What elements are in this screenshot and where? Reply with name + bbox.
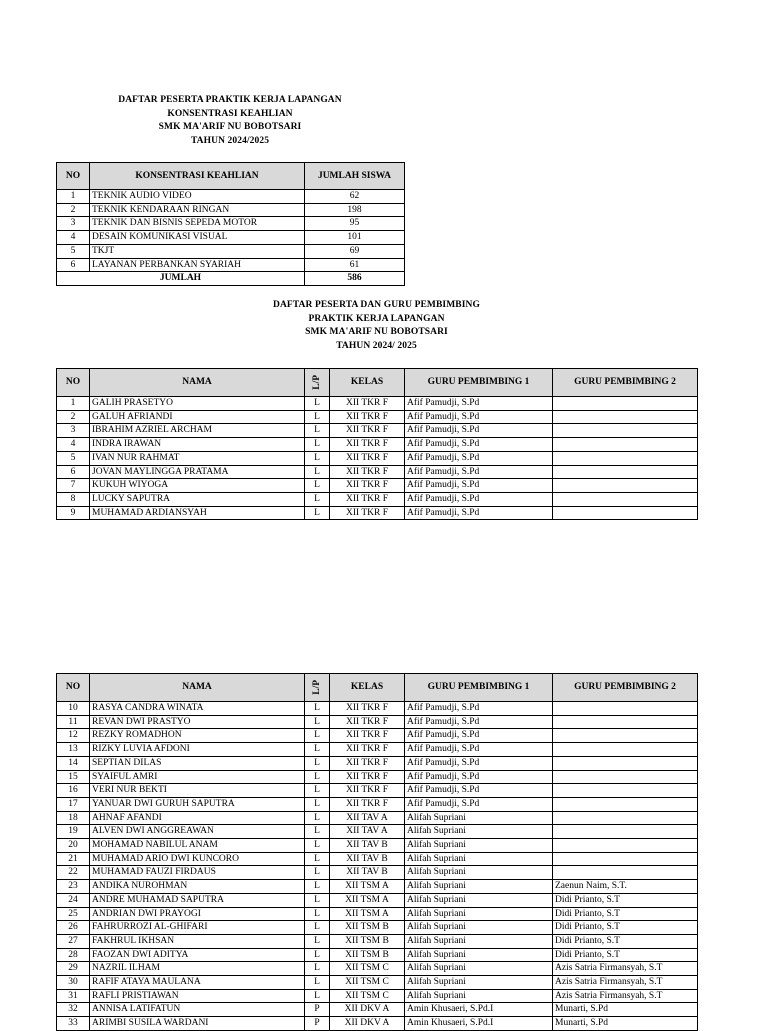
cell-nama: KUKUH WIYOGA <box>90 479 305 493</box>
title-line: TAHUN 2024/2025 <box>190 135 270 146</box>
summary-row <box>57 231 405 245</box>
cell-guru-2: Zaenun Naim, S.T. <box>553 880 698 894</box>
cell-no: 23 <box>57 880 90 894</box>
participant-row <box>57 907 698 921</box>
participant-row <box>57 811 698 825</box>
cell-guru-1: Amin Khusaeri, S.Pd.I <box>405 1003 553 1017</box>
title-line: DAFTAR PESERTA PRAKTIK KERJA LAPANGAN <box>118 95 342 105</box>
cell-no: 25 <box>57 907 90 921</box>
summary-row <box>57 190 405 204</box>
cell-nama: REZKY ROMADHON <box>90 729 305 743</box>
cell-no: 18 <box>57 811 90 825</box>
cell-lp: L <box>305 465 330 479</box>
cell-jumlah: 62 <box>305 190 405 204</box>
cell-kelas: XII TSM B <box>330 921 405 935</box>
cell-guru-1: Alifah Supriani <box>405 825 553 839</box>
cell-nama: ALVEN DWI ANGGREAWAN <box>90 825 305 839</box>
cell-kelas: XII TSM C <box>330 976 405 990</box>
header-guru-2: GURU PEMBIMBING 2 <box>553 369 698 397</box>
participant-row <box>57 479 698 493</box>
cell-guru-1: Amin Khusaeri, S.Pd.I <box>405 1017 553 1031</box>
cell-jumlah: 61 <box>305 258 405 272</box>
cell-no: 2 <box>57 410 90 424</box>
participant-row <box>57 893 698 907</box>
header-lp <box>305 369 330 397</box>
cell-no: 14 <box>57 756 90 770</box>
cell-guru-1: Alifah Supriani <box>405 880 553 894</box>
participants-table-page-2 <box>56 673 698 1031</box>
cell-no: 6 <box>57 258 90 272</box>
cell-nama: GALIH PRASETYO <box>90 397 305 411</box>
cell-guru-2 <box>553 839 698 853</box>
cell-kelas: XII TKR F <box>330 743 405 757</box>
cell-lp: L <box>305 424 330 438</box>
participant-row <box>57 438 698 452</box>
cell-lp: L <box>305 438 330 452</box>
cell-no: 13 <box>57 743 90 757</box>
cell-kelas: XII TSM B <box>330 934 405 948</box>
cell-guru-1: Afif Pamudji, S.Pd <box>405 492 553 506</box>
cell-lp: L <box>305 866 330 880</box>
cell-guru-1: Afif Pamudji, S.Pd <box>405 424 553 438</box>
participant-row <box>57 976 698 990</box>
cell-guru-1: Alifah Supriani <box>405 921 553 935</box>
title-line: KONSENTRASI KEAHLIAN <box>167 108 293 119</box>
header-lp-text: L/P <box>311 375 322 390</box>
cell-lp: L <box>305 839 330 853</box>
header-konsentrasi: KONSENTRASI KEAHLIAN <box>90 163 305 190</box>
cell-nama: SYAIFUL AMRI <box>90 770 305 784</box>
cell-guru-2 <box>553 451 698 465</box>
cell-kelas: XII TSM A <box>330 893 405 907</box>
cell-guru-1: Afif Pamudji, S.Pd <box>405 756 553 770</box>
cell-nama: ANDRIAN DWI PRAYOGI <box>90 907 305 921</box>
cell-nama: MUHAMAD ARIO DWI KUNCORO <box>90 852 305 866</box>
cell-no: 6 <box>57 465 90 479</box>
cell-nama: RAFLI PRISTIAWAN <box>90 989 305 1003</box>
cell-guru-2 <box>553 770 698 784</box>
cell-kelas: XII TAV A <box>330 811 405 825</box>
cell-guru-2 <box>553 424 698 438</box>
cell-lp: L <box>305 934 330 948</box>
cell-guru-2 <box>553 702 698 716</box>
cell-no: 11 <box>57 715 90 729</box>
participants-title <box>56 299 697 353</box>
cell-no: 32 <box>57 1003 90 1017</box>
cell-konsentrasi: TEKNIK AUDIO VIDEO <box>90 190 305 204</box>
cell-lp: L <box>305 907 330 921</box>
cell-guru-2 <box>553 852 698 866</box>
cell-lp: L <box>305 451 330 465</box>
cell-guru-1: Afif Pamudji, S.Pd <box>405 410 553 424</box>
participant-row <box>57 866 698 880</box>
cell-guru-1: Afif Pamudji, S.Pd <box>405 797 553 811</box>
cell-guru-2 <box>553 756 698 770</box>
cell-kelas: XII TKR F <box>330 410 405 424</box>
cell-lp: L <box>305 784 330 798</box>
participant-row <box>57 770 698 784</box>
cell-guru-1: Afif Pamudji, S.Pd <box>405 397 553 411</box>
cell-nama: INDRA IRAWAN <box>90 438 305 452</box>
total-value: 586 <box>305 272 405 286</box>
cell-kelas: XII TAV B <box>330 866 405 880</box>
cell-guru-2 <box>553 715 698 729</box>
cell-guru-2 <box>553 438 698 452</box>
cell-no: 27 <box>57 934 90 948</box>
cell-nama: FAHRURROZI AL-GHIFARI <box>90 921 305 935</box>
header-kelas: KELAS <box>330 369 405 397</box>
cell-kelas: XII DKV A <box>330 1017 405 1031</box>
cell-no: 4 <box>57 231 90 245</box>
participant-row <box>57 784 698 798</box>
cell-guru-1: Afif Pamudji, S.Pd <box>405 770 553 784</box>
participant-row <box>57 702 698 716</box>
cell-konsentrasi: TKJT <box>90 244 305 258</box>
cell-lp: L <box>305 756 330 770</box>
cell-lp: L <box>305 976 330 990</box>
cell-guru-1: Alifah Supriani <box>405 976 553 990</box>
header-kelas: KELAS <box>330 674 405 702</box>
cell-no: 31 <box>57 989 90 1003</box>
cell-guru-1: Alifah Supriani <box>405 934 553 948</box>
header-no: NO <box>57 369 90 397</box>
cell-guru-2 <box>553 729 698 743</box>
cell-konsentrasi: LAYANAN PERBANKAN SYARIAH <box>90 258 305 272</box>
cell-guru-2 <box>553 866 698 880</box>
cell-no: 5 <box>57 244 90 258</box>
cell-guru-2 <box>553 506 698 520</box>
cell-lp: L <box>305 492 330 506</box>
cell-guru-1: Afif Pamudji, S.Pd <box>405 729 553 743</box>
cell-kelas: XII TKR F <box>330 729 405 743</box>
cell-kelas: XII DKV A <box>330 1003 405 1017</box>
header-nama: NAMA <box>90 674 305 702</box>
cell-lp: L <box>305 825 330 839</box>
title-line: PRAKTIK KERJA LAPANGAN <box>308 313 445 324</box>
cell-no: 28 <box>57 948 90 962</box>
cell-no: 7 <box>57 479 90 493</box>
participant-row <box>57 397 698 411</box>
header-guru-1: GURU PEMBIMBING 1 <box>405 674 553 702</box>
participant-row <box>57 506 698 520</box>
cell-no: 3 <box>57 424 90 438</box>
cell-no: 33 <box>57 1017 90 1031</box>
cell-nama: IVAN NUR RAHMAT <box>90 451 305 465</box>
cell-no: 2 <box>57 203 90 217</box>
cell-guru-1: Alifah Supriani <box>405 893 553 907</box>
cell-lp: L <box>305 797 330 811</box>
cell-guru-2 <box>553 410 698 424</box>
participants-table-page-1 <box>56 368 698 520</box>
cell-no: 8 <box>57 492 90 506</box>
cell-guru-2 <box>553 825 698 839</box>
cell-lp: L <box>305 410 330 424</box>
cell-guru-1: Afif Pamudji, S.Pd <box>405 506 553 520</box>
cell-kelas: XII TKR F <box>330 797 405 811</box>
participant-row <box>57 410 698 424</box>
cell-nama: RASYA CANDRA WINATA <box>90 702 305 716</box>
cell-nama: ANNISA LATIFATUN <box>90 1003 305 1017</box>
cell-lp: L <box>305 893 330 907</box>
participant-row <box>57 839 698 853</box>
cell-kelas: XII TKR F <box>330 451 405 465</box>
cell-nama: LUCKY SAPUTRA <box>90 492 305 506</box>
summary-table <box>56 162 405 286</box>
cell-guru-2: Didi Prianto, S.T <box>553 921 698 935</box>
cell-guru-2 <box>553 492 698 506</box>
cell-guru-2 <box>553 479 698 493</box>
cell-kelas: XII TAV B <box>330 852 405 866</box>
title-line: DAFTAR PESERTA DAN GURU PEMBIMBING <box>273 300 480 310</box>
cell-lp: L <box>305 852 330 866</box>
header-guru-1: GURU PEMBIMBING 1 <box>405 369 553 397</box>
participant-row <box>57 962 698 976</box>
cell-jumlah: 69 <box>305 244 405 258</box>
cell-konsentrasi: TEKNIK KENDARAAN RINGAN <box>90 203 305 217</box>
cell-kelas: XII TSM C <box>330 962 405 976</box>
cell-kelas: XII TKR F <box>330 784 405 798</box>
header-nama: NAMA <box>90 369 305 397</box>
title-line: SMK MA'ARIF NU BOBOTSARI <box>305 327 448 338</box>
header-no: NO <box>57 163 90 190</box>
participant-row <box>57 451 698 465</box>
cell-guru-2 <box>553 797 698 811</box>
participant-row <box>57 465 698 479</box>
cell-guru-2: Azis Satria Firmansyah, S.T <box>553 989 698 1003</box>
cell-guru-1: Afif Pamudji, S.Pd <box>405 438 553 452</box>
cell-guru-2: Azis Satria Firmansyah, S.T <box>553 962 698 976</box>
cell-guru-1: Alifah Supriani <box>405 852 553 866</box>
cell-jumlah: 101 <box>305 231 405 245</box>
cell-nama: VERI NUR BEKTI <box>90 784 305 798</box>
header-lp <box>305 674 330 702</box>
cell-no: 12 <box>57 729 90 743</box>
cell-guru-1: Alifah Supriani <box>405 989 553 1003</box>
participant-row <box>57 715 698 729</box>
cell-guru-2 <box>553 784 698 798</box>
cell-no: 19 <box>57 825 90 839</box>
cell-lp: L <box>305 479 330 493</box>
participant-row <box>57 1003 698 1017</box>
cell-kelas: XII TSM B <box>330 948 405 962</box>
participant-row <box>57 743 698 757</box>
cell-lp: L <box>305 962 330 976</box>
cell-nama: FAOZAN DWI ADITYA <box>90 948 305 962</box>
cell-kelas: XII TKR F <box>330 424 405 438</box>
cell-no: 30 <box>57 976 90 990</box>
cell-nama: GALUH AFRIANDI <box>90 410 305 424</box>
cell-no: 17 <box>57 797 90 811</box>
cell-no: 5 <box>57 451 90 465</box>
cell-nama: SEPTIAN DILAS <box>90 756 305 770</box>
cell-lp: L <box>305 948 330 962</box>
cell-nama: REVAN DWI PRASTYO <box>90 715 305 729</box>
header-jumlah-siswa: JUMLAH SISWA <box>305 163 405 190</box>
summary-row <box>57 258 405 272</box>
cell-no: 20 <box>57 839 90 853</box>
cell-lp: L <box>305 397 330 411</box>
cell-nama: ANDRE MUHAMAD SAPUTRA <box>90 893 305 907</box>
cell-no: 1 <box>57 190 90 204</box>
cell-guru-2 <box>553 811 698 825</box>
cell-lp: L <box>305 811 330 825</box>
cell-nama: MOHAMAD NABILUL ANAM <box>90 839 305 853</box>
cell-guru-1: Afif Pamudji, S.Pd <box>405 451 553 465</box>
cell-kelas: XII TKR F <box>330 715 405 729</box>
participant-row <box>57 797 698 811</box>
participant-row <box>57 825 698 839</box>
summary-body <box>57 190 405 286</box>
cell-nama: ANDIKA NUROHMAN <box>90 880 305 894</box>
cell-lp: L <box>305 921 330 935</box>
participant-row <box>57 729 698 743</box>
cell-kelas: XII TKR F <box>330 438 405 452</box>
summary-row <box>57 244 405 258</box>
cell-nama: MUHAMAD ARDIANSYAH <box>90 506 305 520</box>
cell-no: 26 <box>57 921 90 935</box>
cell-kelas: XII TKR F <box>330 770 405 784</box>
cell-kelas: XII TSM C <box>330 989 405 1003</box>
cell-no: 15 <box>57 770 90 784</box>
summary-row <box>57 203 405 217</box>
cell-nama: JOVAN MAYLINGGA PRATAMA <box>90 465 305 479</box>
summary-row <box>57 217 405 231</box>
cell-konsentrasi: TEKNIK DAN BISNIS SEPEDA MOTOR <box>90 217 305 231</box>
cell-lp: L <box>305 506 330 520</box>
cell-kelas: XII TAV A <box>330 825 405 839</box>
cell-nama: NAZRIL ILHAM <box>90 962 305 976</box>
cell-kelas: XII TKR F <box>330 479 405 493</box>
cell-guru-1: Afif Pamudji, S.Pd <box>405 743 553 757</box>
header-no: NO <box>57 674 90 702</box>
cell-guru-1: Alifah Supriani <box>405 811 553 825</box>
participant-row <box>57 948 698 962</box>
cell-guru-1: Afif Pamudji, S.Pd <box>405 702 553 716</box>
cell-guru-1: Alifah Supriani <box>405 907 553 921</box>
cell-no: 22 <box>57 866 90 880</box>
cell-guru-1: Alifah Supriani <box>405 962 553 976</box>
cell-nama: RAFIF ATAYA MAULANA <box>90 976 305 990</box>
cell-guru-2: Munarti, S.Pd <box>553 1003 698 1017</box>
total-label: JUMLAH <box>57 272 305 286</box>
cell-nama: ARIMBI SUSILA WARDANI <box>90 1017 305 1031</box>
cell-guru-2 <box>553 465 698 479</box>
cell-kelas: XII TKR F <box>330 506 405 520</box>
cell-lp: L <box>305 715 330 729</box>
cell-guru-2: Munarti, S.Pd <box>553 1017 698 1031</box>
cell-lp: L <box>305 989 330 1003</box>
cell-kelas: XII TKR F <box>330 756 405 770</box>
cell-kelas: XII TSM A <box>330 880 405 894</box>
title-line: SMK MA'ARIF NU BOBOTSARI <box>158 122 302 133</box>
cell-guru-2: Azis Satria Firmansyah, S.T <box>553 976 698 990</box>
header-lp-text: L/P <box>311 680 322 695</box>
cell-jumlah: 198 <box>305 203 405 217</box>
cell-no: 3 <box>57 217 90 231</box>
cell-guru-2 <box>553 743 698 757</box>
summary-title <box>56 94 404 148</box>
cell-nama: YANUAR DWI GURUH SAPUTRA <box>90 797 305 811</box>
cell-no: 1 <box>57 397 90 411</box>
header-guru-2: GURU PEMBIMBING 2 <box>553 674 698 702</box>
title-line: TAHUN 2024/ 2025 <box>336 340 417 351</box>
cell-no: 29 <box>57 962 90 976</box>
cell-lp: L <box>305 702 330 716</box>
cell-nama: FAKHRUL IKHSAN <box>90 934 305 948</box>
cell-kelas: XII TKR F <box>330 465 405 479</box>
cell-guru-1: Afif Pamudji, S.Pd <box>405 784 553 798</box>
cell-guru-1: Alifah Supriani <box>405 866 553 880</box>
cell-no: 21 <box>57 852 90 866</box>
cell-guru-2: Didi Prianto, S.T <box>553 907 698 921</box>
cell-guru-1: Alifah Supriani <box>405 839 553 853</box>
cell-lp: P <box>305 1017 330 1031</box>
cell-kelas: XII TSM A <box>330 907 405 921</box>
cell-lp: L <box>305 743 330 757</box>
cell-guru-2: Didi Prianto, S.T <box>553 934 698 948</box>
cell-no: 9 <box>57 506 90 520</box>
cell-guru-2 <box>553 397 698 411</box>
participants-body <box>57 702 698 1031</box>
participants-body <box>57 397 698 520</box>
cell-nama: MUHAMAD FAUZI FIRDAUS <box>90 866 305 880</box>
cell-lp: L <box>305 770 330 784</box>
participant-row <box>57 852 698 866</box>
summary-total-row <box>57 272 405 286</box>
cell-konsentrasi: DESAIN KOMUNIKASI VISUAL <box>90 231 305 245</box>
cell-guru-1: Afif Pamudji, S.Pd <box>405 479 553 493</box>
cell-guru-1: Afif Pamudji, S.Pd <box>405 465 553 479</box>
cell-nama: IBRAHIM AZRIEL ARCHAM <box>90 424 305 438</box>
participant-row <box>57 756 698 770</box>
cell-lp: P <box>305 1003 330 1017</box>
cell-guru-1: Alifah Supriani <box>405 948 553 962</box>
cell-no: 16 <box>57 784 90 798</box>
cell-lp: L <box>305 729 330 743</box>
cell-kelas: XII TKR F <box>330 397 405 411</box>
cell-guru-2: Didi Prianto, S.T <box>553 948 698 962</box>
participant-row <box>57 934 698 948</box>
cell-no: 4 <box>57 438 90 452</box>
cell-no: 10 <box>57 702 90 716</box>
cell-kelas: XII TKR F <box>330 702 405 716</box>
cell-kelas: XII TAV B <box>330 839 405 853</box>
participant-row <box>57 989 698 1003</box>
cell-nama: RIZKY LUVIA AFDONI <box>90 743 305 757</box>
cell-no: 24 <box>57 893 90 907</box>
participant-row <box>57 424 698 438</box>
cell-kelas: XII TKR F <box>330 492 405 506</box>
cell-guru-1: Afif Pamudji, S.Pd <box>405 715 553 729</box>
cell-lp: L <box>305 880 330 894</box>
cell-jumlah: 95 <box>305 217 405 231</box>
participant-row <box>57 492 698 506</box>
participant-row <box>57 921 698 935</box>
participant-row <box>57 880 698 894</box>
cell-guru-2: Didi Prianto, S.T <box>553 893 698 907</box>
cell-nama: AHNAF AFANDI <box>90 811 305 825</box>
